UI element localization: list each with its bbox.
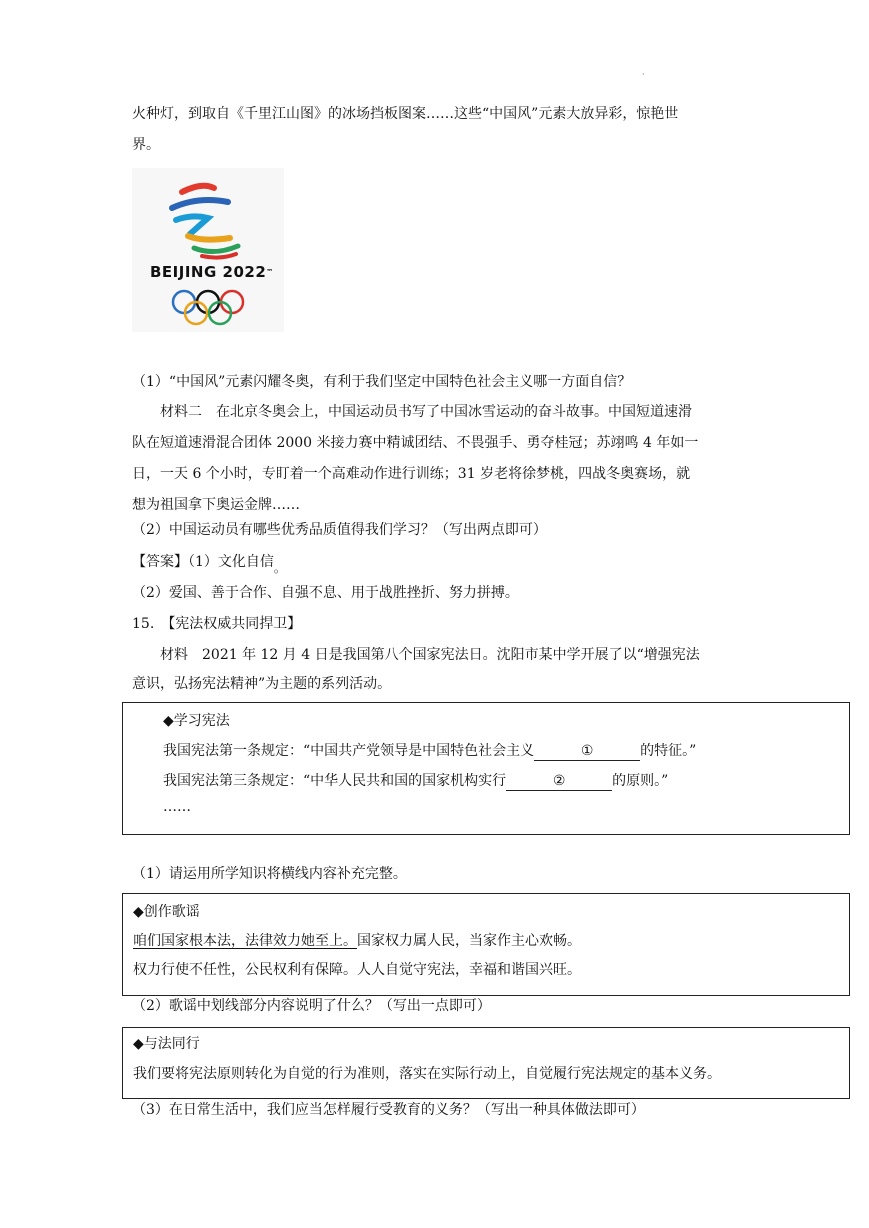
item-15-material-line-2: 意识，弘扬宪法精神”为主题的系列活动。 — [132, 676, 392, 692]
material-2-line-1: 材料二 在北京冬奥会上，中国运动员书写了中国冰雪运动的奋斗故事。中国短道速滑 — [160, 404, 692, 420]
question-1: （1）“中国风”元素闪耀冬奥，有利于我们坚定中国特色社会主义哪一方面自信？ — [132, 374, 632, 390]
with-law-box — [122, 1027, 850, 1099]
box-3-line-1: 我们要将宪法原则转化为自觉的行为准则，落实在实际行动上，自觉履行宪法规定的基本义务。 — [133, 1066, 721, 1082]
box-3-heading: ◆与法同行 — [133, 1036, 200, 1052]
beijing-2022-logo — [132, 168, 284, 332]
box-1-line-2: 我国宪法第三条规定：“中华人民共和国的国家机构实行 ② 的原则。” — [163, 773, 669, 789]
intro-line-2: 界。 — [132, 137, 160, 153]
create-ballad-box — [122, 893, 850, 996]
material-2-line-2: 队在短道速滑混合团体 2000 米接力赛中精诚团结、不畏强手、勇夺桂冠；苏翊鸣 4 年如一 — [132, 435, 699, 451]
logo-text: BEIJING 2022™ — [150, 263, 274, 281]
box-1-ellipsis: …… — [163, 799, 191, 815]
intro-line-1: 火种灯，到取自《千里江山图》的冰场挡板图案……这些“中国风”元素大放异彩，惊艳世 — [132, 106, 679, 122]
item-15-title: 15. 【宪法权威共同捍卫】 — [132, 616, 302, 632]
blank-1: ① — [534, 742, 640, 761]
header-dot: · — [642, 70, 645, 79]
answer-line-2: （2）爱国、善于合作、自强不息、用于战胜挫折、努力拼搏。 — [132, 585, 519, 601]
study-constitution-box — [122, 702, 850, 835]
box-2-line-2: 权力行使不任性，公民权利有保障。人人自觉守宪法，幸福和谐国兴旺。 — [133, 962, 581, 978]
item-15-material-line-1: 材料 2021 年 12 月 4 日是我国第八个国家宪法日。沈阳市某中学开展了以“增强宪法 — [160, 647, 700, 663]
sub-question-2: （2）歌谣中划线部分内容说明了什么？（写出一点即可） — [132, 998, 491, 1014]
sub-question-3: （3）在日常生活中，我们应当怎样履行受教育的义务？（写出一种具体做法即可） — [132, 1102, 645, 1118]
box-2-line-1: 咱们国家根本法，法律效力她至上。国家权力属人民，当家作主心欢畅。 — [133, 933, 581, 949]
material-2-line-4: 想为祖国拿下奥运金牌…… — [132, 497, 300, 513]
material-2-line-3: 日，一天 6 个小时，专盯着一个高难动作进行训练；31 岁老将徐梦桃，四战冬奥赛场，就 — [132, 466, 691, 482]
emblem-icon — [132, 168, 284, 332]
blank-2: ② — [506, 772, 612, 791]
box-1-line-1: 我国宪法第一条规定：“中国共产党领导是中国特色社会主义 ① 的特征。” — [163, 743, 697, 759]
box-2-heading: ◆创作歌谣 — [133, 904, 200, 920]
sub-question-1: （1）请运用所学知识将横线内容补充完整。 — [132, 866, 407, 882]
answer-line-1: 【答案】（1）文化自信。 — [132, 554, 286, 575]
box-1-heading: ◆学习宪法 — [163, 713, 230, 729]
question-2: （2）中国运动员有哪些优秀品质值得我们学习？（写出两点即可） — [132, 522, 547, 538]
underlined-ballad-text: 咱们国家根本法，法律效力她至上。 — [133, 933, 357, 949]
